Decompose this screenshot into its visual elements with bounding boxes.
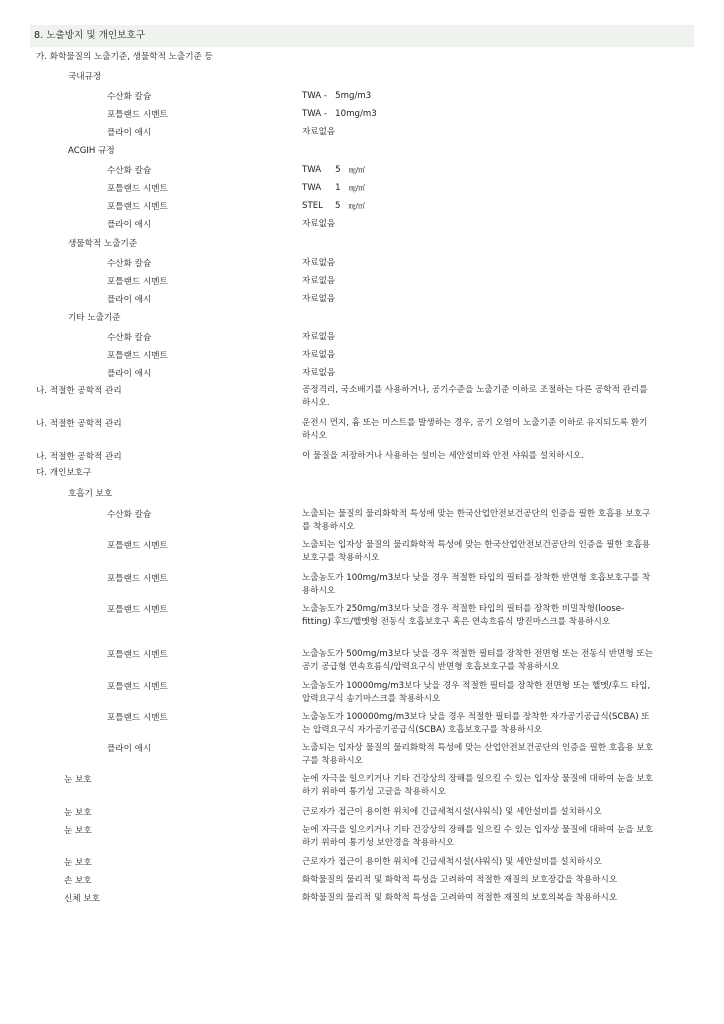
item-label: 나. 적절한 공학적 관리 — [36, 419, 122, 429]
item-value: 노출되는 물질의 물리화학적 특성에 맞는 한국산업안전보건공단의 인증을 필한 호흡용 보호구를 착용하시오 — [302, 509, 651, 532]
item-value: 노출되는 입자상 물질의 물리화학적 특성에 맞는 한국산업안전보건공단의 인증을 필한 호흡용 보호구를 착용하시오 — [302, 540, 651, 563]
item-value: 자료없음 — [302, 332, 336, 342]
item-value: 자료없음 — [302, 219, 336, 229]
item-name: 포틀랜드 시멘트 — [107, 650, 168, 660]
item-value: 노출농도가 100000mg/m3보다 낮을 경우 적절한 필터를 장착한 자가공기공급식(SCBA) 또는 압력요구식 자가공기공급식(SCBA) 호흡보호구를 착용하시오 — [302, 712, 650, 735]
item-value: 근로자가 접근이 용이한 위치에 긴급세척시설(샤워식) 및 세안설비를 설치하시오 — [302, 807, 602, 817]
item-value: STEL 5 ㎎/㎥ — [302, 201, 365, 211]
item-label: 눈 보호 — [64, 808, 92, 818]
item-name: 플라이 애시 — [107, 295, 152, 305]
item-name: 포틀랜드 시멘트 — [107, 713, 168, 723]
item-label: 나. 적절한 공학적 관리 — [36, 452, 122, 462]
item-name: 플라이 애시 — [107, 369, 152, 379]
item-value: 자료없음 — [302, 127, 336, 137]
item-value: 화학물질의 물리적 및 화학적 특성을 고려하여 적절한 재질의 보호의복을 착용하시오 — [302, 893, 618, 903]
item-value: 눈에 자극을 일으키거나 기타 건강상의 장해를 일으킬 수 있는 입자상 물질에 대하여 눈을 보호하기 위하여 통기성 보안경을 착용하시오 — [302, 825, 653, 848]
item-name: 포틀랜드 시멘트 — [107, 202, 168, 212]
item-value: 노출되는 입자상 물질의 물리화학적 특성에 맞는 산업안전보건공단의 인증을 필한 호흡용 보호구를 착용하시오 — [302, 743, 654, 766]
item-name: 수산화 칼슘 — [107, 333, 152, 343]
item-value: 근로자가 접근이 용이한 위치에 긴급세척시설(샤워식) 및 세안설비를 설치하시오 — [302, 857, 602, 867]
item-value: 자료없음 — [302, 294, 336, 304]
item-name: 플라이 애시 — [107, 220, 152, 230]
item-name: 포틀랜드 시멘트 — [107, 605, 168, 615]
item-label: 나. 적절한 공학적 관리 — [36, 386, 122, 396]
item-value: 노출농도가 250mg/m3보다 낮을 경우 적절한 타입의 필터를 장착한 비밀착형(loose- fitting) 후드/헬멧형 전동식 호흡보호구 혹은 연속흐름식 방진마스크를 착용하시오 — [302, 604, 625, 627]
item-label: 눈 보호 — [64, 775, 92, 785]
item-name: 포틀랜드 시멘트 — [107, 574, 168, 584]
item-value: 공정격리, 국소배기를 사용하거나, 공기수준을 노출기준 이하로 조절하는 다른 공학적 관리를 하시오. — [302, 385, 648, 408]
item-value: TWA - 10mg/m3 — [302, 109, 377, 119]
item-value: 자료없음 — [302, 368, 336, 378]
item-name: 포틀랜드 시멘트 — [107, 110, 168, 120]
item-value: 운전시 먼지, 흄 또는 미스트를 발생하는 경우, 공기 오염이 노출기준 이하로 유지되도록 환기하시오 — [302, 418, 648, 441]
item-label: 눈 보호 — [64, 826, 92, 836]
item-name: 수산화 칼슘 — [107, 92, 152, 102]
item-name: 수산화 칼슘 — [107, 166, 152, 176]
item-label: 신체 보호 — [64, 894, 100, 904]
item-value: 자료없음 — [302, 276, 336, 286]
item-name: 포틀랜드 시멘트 — [107, 351, 168, 361]
item-value: TWA 1 ㎎/㎥ — [302, 183, 366, 193]
item-name: 포틀랜드 시멘트 — [107, 277, 168, 287]
item-value: 화학물질의 물리적 및 화학적 특성을 고려하여 적절한 재질의 보호장갑을 착용하시오 — [302, 875, 618, 885]
item-name: 포틀랜드 시멘트 — [107, 541, 168, 551]
item-value: 자료없음 — [302, 350, 336, 360]
item-name: 플라이 애시 — [107, 128, 152, 138]
item-value: 눈에 자극을 일으키거나 기타 건강상의 장해를 일으킬 수 있는 입자상 물질에 대하여 눈을 보호하기 위하여 통기성 고글을 착용하시오 — [302, 774, 653, 797]
item-value: TWA 5 ㎎/㎥ — [302, 165, 366, 175]
item-label: 눈 보호 — [64, 858, 92, 868]
section-title: 8. 노출방지 및 개인보호구 — [30, 25, 694, 47]
item-value: 노출농도가 10000mg/m3보다 낮을 경우 적절한 필터를 장착한 전면형 또는 헬멧/후드 타입, 압력요구식 송기마스크를 착용하시오 — [302, 681, 651, 704]
item-value: 노출농도가 100mg/m3보다 낮을 경우 적절한 타입의 필터를 장착한 반면형 호흡보호구를 착용하시오 — [302, 573, 651, 596]
item-name: 포틀랜드 시멘트 — [107, 682, 168, 692]
item-label: 손 보호 — [64, 876, 92, 886]
item-value: 노출농도가 500mg/m3보다 낮을 경우 적절한 필터를 장착한 전면형 또는 전동식 반면형 또는 공기 공급형 연속흐름식/압력요구식 반면형 호흡보호구를 착용하시오 — [302, 649, 653, 672]
item-name: 플라이 애시 — [107, 744, 152, 754]
item-value: 자료없음 — [302, 258, 336, 268]
item-name: 포틀랜드 시멘트 — [107, 184, 168, 194]
item-value: TWA - 5mg/m3 — [302, 91, 372, 101]
item-name: 수산화 칼슘 — [107, 510, 152, 520]
item-name: 수산화 칼슘 — [107, 259, 152, 269]
item-value: 이 물질을 저장하거나 사용하는 설비는 세안설비와 안전 샤워를 설치하시오. — [302, 451, 584, 461]
